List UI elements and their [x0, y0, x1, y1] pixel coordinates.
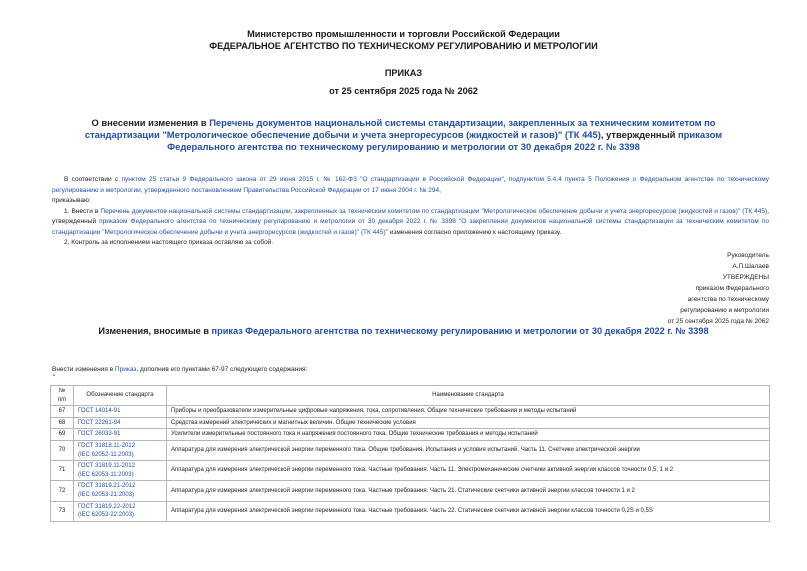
- paragraph-1: [52, 207, 769, 239]
- standards-table: [50, 385, 770, 522]
- approved-line-4: от 25 сентября 2025 года № 2062: [667, 318, 769, 325]
- iec-reference[interactable]: (IEC 62053-11:2003): [78, 471, 134, 478]
- document-title: [60, 117, 747, 153]
- order-body: [52, 175, 769, 249]
- text: ,: [503, 176, 509, 183]
- standard-link[interactable]: ГОСТ 26033-91: [78, 431, 121, 438]
- approved-line-3: регулированию и метрологии: [680, 307, 769, 314]
- header-std: Обозначение стандарта: [74, 386, 167, 406]
- standard-name: Аппаратура для измерения электрической энергии переменного тока. Частные требования. Часть 11. Электромеханические счетчики активной энергии классов точности 0,5; 1 и 2: [167, 461, 770, 481]
- changes-title: [40, 325, 767, 337]
- text: ,: [439, 186, 441, 194]
- intro-order-link[interactable]: Приказ: [114, 366, 137, 373]
- standard-name: Усилители измерительные постоянного тока и напряжения постоянного тока. Общие технические требования и методы испытаний: [167, 429, 770, 441]
- standard-cell: [74, 429, 167, 441]
- header-name: Наименование стандарта: [167, 386, 770, 406]
- text: п/п: [57, 396, 67, 403]
- row-number: 69: [51, 429, 74, 441]
- table-row: [51, 417, 770, 429]
- title-link-order[interactable]: приказом Федерального агентства по техническому регулированию и метрологии от 30 декабря 2022 г. № 3398: [167, 129, 723, 152]
- text: изменения согласно приложению к настоящему приказу.: [387, 228, 562, 236]
- standard-name: Аппаратура для измерения электрической энергии переменного тока. Частные требования. Часть 22. Статические счетчики активной энергии классов точности 0,2S и 0,5S: [167, 501, 770, 521]
- title-prefix: О внесении изменения в: [91, 117, 210, 128]
- regulation-link[interactable]: подпунктом 5.4.4 пункта 5 Положения о Федеральном агентстве по техническому регулированию и метрологии, утвержденного постановлением Правительства Российской Федерации от 17 июня 2004 г. № 294: [52, 176, 769, 194]
- row-number: 72: [51, 481, 74, 501]
- approved-line-2: агентства по техническому: [687, 296, 769, 303]
- order-title: ПРИКАЗ: [384, 68, 423, 78]
- text: , утвержденный: [52, 207, 769, 225]
- order-link[interactable]: приказом Федерального агентства по техническому регулированию и метрологии от 30 декабря 2022 г. № 3398 "О закреплении документов национальной системы стандартизации за техническим комитетом по стандартизации "Метрологическое обеспечение добычи и учета энергоресурсов (жидкостей и газов)" (ТК 445)": [52, 218, 769, 236]
- text: Внести изменения в: [52, 366, 115, 373]
- standard-cell: [74, 440, 167, 460]
- text: 1. Внести в: [64, 207, 101, 215]
- standard-name: Приборы и преобразователи измерительные цифровые напряжения, тока, сопротивления. Общие технические требования и методы испытаний: [167, 406, 770, 418]
- row-number: 71: [51, 461, 74, 481]
- intro-line: [52, 365, 307, 375]
- iec-reference[interactable]: (IEC 62053-22:2003): [78, 512, 135, 519]
- standard-link[interactable]: ГОСТ 14014-91: [78, 408, 121, 415]
- standard-cell: [74, 461, 167, 481]
- standard-cell: [74, 501, 167, 521]
- iec-reference[interactable]: (IEC 62052-11:2003): [78, 451, 134, 458]
- standard-link[interactable]: ГОСТ 31818.11-2012: [78, 442, 135, 449]
- row-number: 70: [51, 440, 74, 460]
- table-row: [51, 406, 770, 418]
- ministry-name: Министерство промышленности и торговли Российской Федерации: [247, 29, 560, 39]
- header-num: [51, 386, 74, 406]
- standard-link[interactable]: ГОСТ 31819.11-2012: [78, 463, 135, 470]
- table-row: [51, 481, 770, 501]
- text: В соответствии с: [64, 176, 122, 183]
- text: №: [58, 388, 66, 394]
- paragraph-2: 2. Контроль за исполнением настоящего приказа оставляю за собой.: [64, 239, 274, 246]
- standard-cell: [74, 481, 167, 501]
- agency-name: ФЕДЕРАЛЬНОЕ АГЕНТСТВО ПО ТЕХНИЧЕСКОМУ РЕГУЛИРОВАНИЮ И МЕТРОЛОГИИ: [209, 41, 598, 51]
- table-header-row: [51, 386, 770, 406]
- list-link[interactable]: Перечень документов национальной системы стандартизации, закрепленных за техническим комитетом по стандартизации "Метрологическое обеспечение добычи и учета энергоресурсов (жидкостей и газов)" (ТК 445): [100, 207, 768, 215]
- standard-cell: [74, 417, 167, 429]
- standard-name: Аппаратура для измерения электрической энергии переменного тока. Общие требования. Испытания и условия испытаний. Часть 11. Счетчики электрической энергии: [167, 440, 770, 460]
- title-link-list[interactable]: Перечень документов национальной системы стандартизации, закрепленных за техническим комитетом по стандартизации "Метрологическое обеспечение добычи и учета энергоресурсов (жидкостей и газов)" (ТК 445): [84, 117, 716, 140]
- law-link[interactable]: пунктом 25 статьи 9 Федерального закона от 29 июня 2015 г. № 162-ФЗ "О стандартизации в Российской Федерации": [121, 176, 504, 183]
- standard-link[interactable]: ГОСТ 31819.21-2012: [78, 483, 136, 490]
- paragraph-basis: [52, 175, 769, 196]
- text: , дополнив его пунктами 67-97 следующего содержания:: [136, 366, 308, 373]
- row-number: 68: [51, 417, 74, 429]
- iec-reference[interactable]: (IEC 62053-21:2003): [78, 491, 135, 498]
- table-row: [51, 501, 770, 521]
- table-row: [51, 461, 770, 481]
- row-number: 73: [51, 501, 74, 521]
- table-row: [51, 440, 770, 460]
- approved-label: УТВЕРЖДЕНЫ: [722, 274, 769, 281]
- standard-cell: [74, 406, 167, 418]
- standard-link[interactable]: ГОСТ 31819.22-2012: [78, 503, 136, 510]
- document-header: [0, 28, 807, 52]
- changes-order-link[interactable]: приказ Федерального агентства по техническому регулированию и метрологии от 30 декабря 2022 г. № 3398: [211, 326, 709, 336]
- standard-name: Аппаратура для измерения электрической энергии переменного тока. Частные требования. Часть 21. Статические счетчики активной энергии классов точности 1 и 2: [167, 481, 770, 501]
- text: Изменения, вносимые в: [98, 326, 212, 336]
- signer-name: А.П.Шалаев: [732, 263, 769, 270]
- signature-block: [509, 250, 769, 327]
- signer-role: Руководитель: [727, 252, 769, 259]
- order-date: от 25 сентября 2025 года № 2062: [329, 86, 478, 96]
- quote-mark: ": [53, 374, 56, 381]
- orders-line: приказываю:: [52, 197, 91, 204]
- row-number: 67: [51, 406, 74, 418]
- standard-link[interactable]: ГОСТ 22261-94: [78, 419, 121, 426]
- table-row: [51, 429, 770, 441]
- title-middle: , утвержденный: [600, 129, 678, 140]
- standard-name: Средства измерений электрических и магнитных величин. Общие технические условия: [167, 417, 770, 429]
- approved-line-1: приказом Федерального: [695, 285, 769, 292]
